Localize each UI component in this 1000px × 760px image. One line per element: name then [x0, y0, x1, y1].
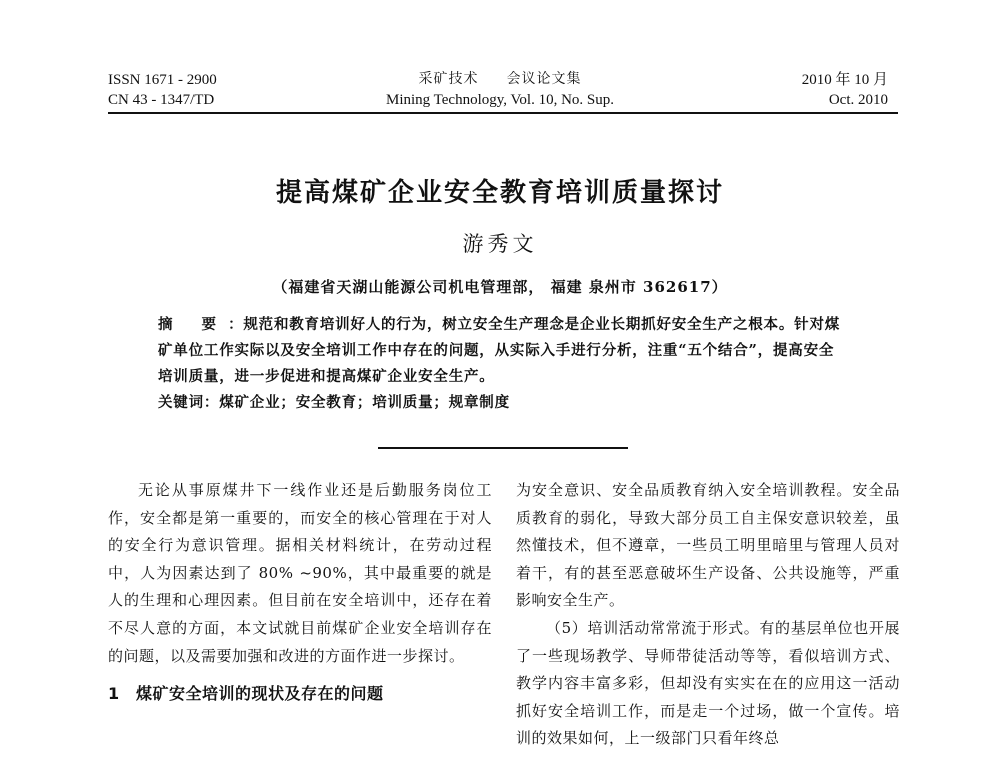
- intro-paragraph: 无论从事原煤井下一线作业还是后勤服务岗位工作，安全都是第一重要的，而安全的核心管理在于对人的安全行为意识管理。据相关材料统计，在劳动过程中，人为因素达到了 80% ~90%，其中最重要的就是人的生理和心理因素。但目前在安全培训中，还存在着不尽人意的方面，本文试就目前煤矿企业安全培训存在的问题，以及需要加强和改进的方面作进一步探讨。: [108, 481, 492, 665]
- body-right-column: [516, 477, 900, 753]
- date-en: Oct. 2010: [828, 92, 888, 108]
- abstract-text: ：规范和教育培训好人的行为，树立安全生产理念是企业长期抓好安全生产之根本。针对煤矿单位工作实际以及安全培训工作中存在的问题，从实际入手进行分析，注重“五个结合”，提高安全培训质量，进一步促进和提高煤矿企业安全生产。: [158, 316, 841, 385]
- journal-cn-name: 采矿技术: [418, 72, 479, 87]
- article-author: 游秀文: [462, 232, 538, 256]
- cn-text: CN 43 - 1347/TD: [108, 92, 215, 108]
- right-paragraph-2: （5）培训活动常常流于形式。有的基层单位也开展了一些现场教学、导师带徒活动等等，看似培训方式、教学内容丰富多彩，但却没有实实在在的应用这一活动抓好安全培训工作，而是走一个过场，做一个宣传。培训的效果如何，上一级部门只看年终总: [516, 618, 900, 748]
- abstract-block: [158, 312, 848, 416]
- section-title: 煤矿安全培训的现状及存在的问题: [136, 684, 384, 704]
- date-cn: 2010 年 10 月: [801, 72, 888, 88]
- header-issn-block: [108, 70, 217, 110]
- abstract-label: 摘 要: [158, 316, 229, 333]
- abstract-paragraph: [158, 312, 848, 390]
- body-left-column: [108, 477, 492, 708]
- header-journal-block: [300, 70, 700, 110]
- article-affiliation: （福建省天湖山能源公司机电管理部， 福建 泉州市 362617）: [272, 278, 728, 296]
- journal-en-name: Mining Technology, Vol. 10, No. Sup.: [386, 92, 614, 108]
- header-date-block: [802, 70, 888, 110]
- section-heading: [108, 680, 492, 708]
- issn-text: ISSN 1671 - 2900: [108, 72, 217, 88]
- keywords-paragraph: [158, 390, 848, 416]
- keywords-label: 关键词: [158, 394, 204, 411]
- section-number: 1: [108, 684, 120, 704]
- header-rule: [108, 112, 898, 114]
- journal-cn-line: [300, 70, 700, 90]
- journal-volume-cn: 会议论文集: [506, 72, 582, 87]
- abstract-divider: [378, 447, 628, 449]
- article-title: 提高煤矿企业安全教育培训质量探讨: [275, 178, 724, 208]
- right-paragraph-1: 为安全意识、安全品质教育纳入安全培训教程。安全品质教育的弱化，导致大部分员工自主保安意识较差，虽然懂技术，但不遵章，一些员工明里暗里与管理人员对着干，有的甚至恶意破坏生产设备、公共设施等，严重影响安全生产。: [516, 481, 900, 610]
- keywords-text: ：煤矿企业；安全教育；培训质量；规章制度: [203, 394, 510, 411]
